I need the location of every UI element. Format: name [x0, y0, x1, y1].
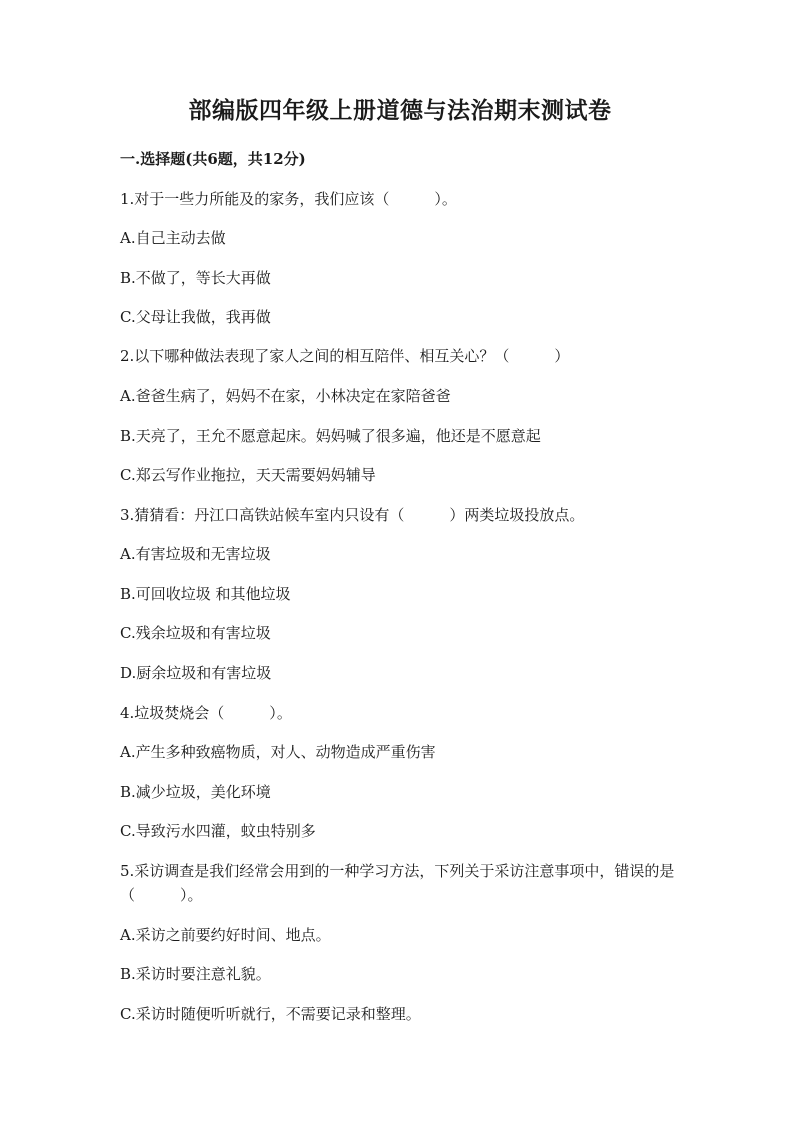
question-5-option-c: C.采访时随便听听就行，不需要记录和整理。 [120, 1005, 421, 1023]
question-1-option-b: B.不做了，等长大再做 [120, 269, 271, 287]
question-stem-1: 1.对于一些力所能及的家务，我们应该（ ）。 [120, 190, 457, 208]
question-5-option-b: B.采访时要注意礼貌。 [120, 965, 271, 983]
question-stem-4: 4.垃圾焚烧会（ ）。 [120, 704, 292, 722]
page-title: 部编版四年级上册道德与法治期末测试卷 [188, 97, 612, 124]
question-2-option-c: C.郑云写作业拖拉，天天需要妈妈辅导 [120, 466, 376, 484]
question-3-option-b: B.可回收垃圾 和其他垃圾 [120, 585, 291, 603]
question-stem-5: 5.采访调查是我们经常会用到的一种学习方法，下列关于采访注意事项中，错误的是（ ）。 [120, 862, 675, 904]
question-5-option-a: A.采访之前要约好时间、地点。 [120, 926, 331, 944]
question-3-option-c: C.残余垃圾和有害垃圾 [120, 624, 271, 642]
question-1-option-c: C.父母让我做，我再做 [120, 308, 271, 326]
question-4-option-b: B.减少垃圾，美化环境 [120, 783, 271, 801]
question-stem-3: 3.猜猜看：丹江口高铁站候车室内只设有（ ）两类垃圾投放点。 [120, 506, 585, 524]
section-heading: 一.选择题(共6题，共12分) [120, 150, 306, 168]
question-2-option-b: B.天亮了，王允不愿意起床。妈妈喊了很多遍，他还是不愿意起 [120, 427, 541, 445]
question-stem-2: 2.以下哪种做法表现了家人之间的相互陪伴、相互关心？（ ） [120, 347, 570, 365]
question-4-option-c: C.导致污水四灌，蚊虫特别多 [120, 822, 316, 840]
question-3-option-d: D.厨余垃圾和有害垃圾 [120, 664, 272, 682]
question-1-option-a: A.自己主动去做 [120, 229, 226, 247]
question-4-option-a: A.产生多种致癌物质，对人、动物造成严重伤害 [120, 743, 436, 761]
question-2-option-a: A.爸爸生病了，妈妈不在家，小林决定在家陪爸爸 [120, 387, 451, 405]
question-3-option-a: A.有害垃圾和无害垃圾 [120, 545, 271, 563]
